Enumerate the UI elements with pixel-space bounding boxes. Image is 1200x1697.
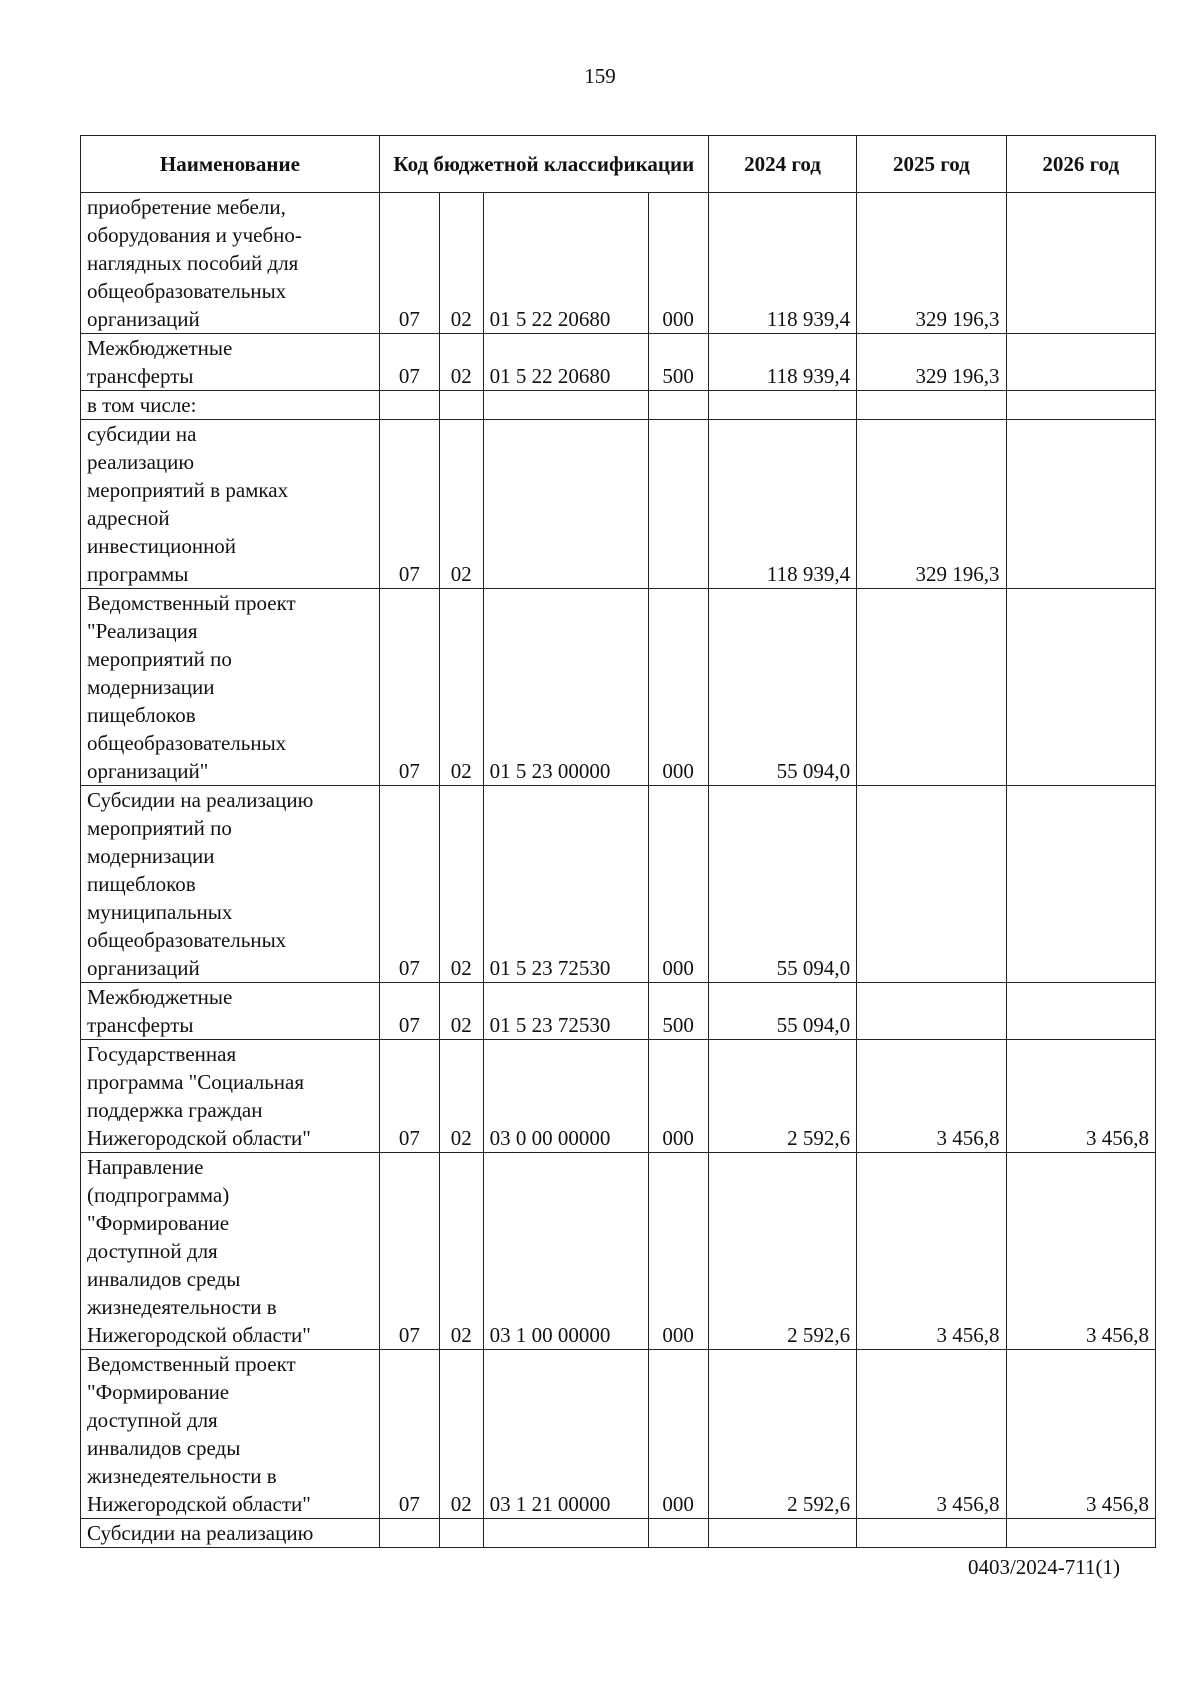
row-section [379,589,439,786]
row-expense-type-text: 000 [662,1323,694,1347]
header-year-2024: 2024 год [708,136,856,193]
row-amount-2024-text: 118 939,4 [766,562,851,586]
row-amount-2024-text: 2 592,6 [787,1492,851,1516]
row-amount-2024 [708,589,856,786]
row-subsection [440,193,484,334]
row-subsection-text: 02 [450,364,472,388]
row-amount-2026 [1006,786,1155,983]
row-name-text: приобретение мебели, оборудования и учебно- наглядных пособий для общеобразовательных организаций [87,195,302,331]
row-amount-2025-text: 329 196,3 [915,307,1000,331]
row-amount-2026 [1006,1153,1155,1350]
row-subsection [440,1350,484,1519]
table-row [81,391,1156,420]
row-section-text: 07 [398,307,420,331]
row-section-text: 07 [398,562,420,586]
row-name-text: Направление (подпрограмма) "Формирование доступной для инвалидов среды жизнедеятельности в Нижегородской области" [87,1155,311,1347]
row-section [379,1153,439,1350]
row-amount-2026-text: 3 456,8 [1086,1323,1149,1347]
row-amount-2026 [1006,1519,1155,1548]
row-target-code [483,589,648,786]
row-amount-2024-text: 55 094,0 [776,759,851,783]
row-amount-2025-text: 3 456,8 [936,1492,1000,1516]
row-target-code-text: 03 1 21 00000 [489,1492,611,1516]
document-number: 0403/2024-711(1) [967,1555,1120,1579]
row-target-code [483,786,648,983]
row-name [81,193,380,334]
row-name [81,786,380,983]
row-subsection-text: 02 [450,562,472,586]
row-expense-type [648,589,708,786]
row-expense-type [648,786,708,983]
row-name [81,589,380,786]
budget-table [80,135,1156,1548]
header-year-2025: 2025 год [857,136,1006,193]
row-target-code [483,193,648,334]
row-subsection-text: 02 [450,307,472,331]
row-target-code [483,1350,648,1519]
row-name-text: Ведомственный проект "Реализация мероприятий по модернизации пищеблоков общеобразовательных организаций" [87,591,296,783]
row-amount-2025 [857,1519,1006,1548]
table-row [81,983,1156,1040]
row-amount-2025 [857,1040,1006,1153]
row-subsection [440,391,484,420]
row-target-code-text: 01 5 23 00000 [489,759,611,783]
row-expense-type [648,1040,708,1153]
row-amount-2024 [708,1040,856,1153]
row-target-code-text: 01 5 22 20680 [489,307,611,331]
row-subsection [440,786,484,983]
row-subsection [440,589,484,786]
row-section [379,193,439,334]
row-section-text: 07 [398,1013,420,1037]
row-expense-type-text: 000 [662,307,694,331]
row-expense-type [648,1519,708,1548]
row-subsection [440,420,484,589]
row-amount-2025 [857,391,1006,420]
row-expense-type-text: 000 [662,956,694,980]
row-amount-2025 [857,589,1006,786]
row-section [379,334,439,391]
row-amount-2024-text: 2 592,6 [787,1126,851,1150]
row-expense-type-text: 500 [662,364,694,388]
row-subsection-text: 02 [450,1492,472,1516]
row-target-code [483,420,648,589]
row-amount-2024 [708,193,856,334]
row-name-text: Межбюджетные трансферты [87,985,233,1037]
row-section [379,1350,439,1519]
row-name [81,983,380,1040]
row-expense-type-text: 000 [662,1492,694,1516]
row-expense-type-text: 500 [662,1013,694,1037]
row-amount-2025-text: 329 196,3 [915,364,1000,388]
row-expense-type-text: 000 [662,759,694,783]
row-name [81,1153,380,1350]
row-subsection-text: 02 [450,956,472,980]
header-name: Наименование [81,136,380,193]
row-amount-2024 [708,334,856,391]
row-amount-2024-text: 118 939,4 [766,364,851,388]
row-name [81,334,380,391]
row-amount-2024-text: 118 939,4 [766,307,851,331]
row-amount-2026 [1006,1350,1155,1519]
row-amount-2024 [708,786,856,983]
row-amount-2025 [857,334,1006,391]
row-section-text: 07 [398,956,420,980]
row-subsection [440,1040,484,1153]
row-amount-2025-text: 3 456,8 [936,1323,1000,1347]
row-expense-type-text: 000 [662,1126,694,1150]
row-section [379,1040,439,1153]
row-amount-2025-text: 329 196,3 [915,562,1000,586]
row-amount-2025 [857,1350,1006,1519]
row-target-code-text: 03 0 00 00000 [489,1126,611,1150]
row-expense-type [648,1153,708,1350]
row-target-code-text: 01 5 23 72530 [489,956,611,980]
row-subsection-text: 02 [450,1126,472,1150]
row-expense-type [648,193,708,334]
row-target-code [483,334,648,391]
row-amount-2026 [1006,193,1155,334]
row-name-text: субсидии на реализацию мероприятий в рамках адресной инвестиционной программы [87,422,289,586]
row-amount-2026 [1006,983,1155,1040]
row-target-code [483,1153,648,1350]
row-name-text: Ведомственный проект "Формирование доступной для инвалидов среды жизнедеятельности в Нижегородской области" [87,1352,311,1516]
row-subsection [440,1519,484,1548]
row-subsection [440,1153,484,1350]
row-subsection [440,983,484,1040]
row-name-text: Государственная программа "Социальная поддержка граждан Нижегородской области" [87,1042,311,1150]
row-target-code [483,1040,648,1153]
row-amount-2024 [708,1519,856,1548]
row-amount-2025 [857,193,1006,334]
row-subsection [440,334,484,391]
row-section-text: 07 [398,364,420,388]
row-amount-2025-text: 3 456,8 [936,1126,1000,1150]
row-target-code-text: 01 5 23 72530 [489,1013,611,1037]
table-row [81,1350,1156,1519]
table-row [81,589,1156,786]
row-name [81,1040,380,1153]
row-expense-type [648,1350,708,1519]
row-name-text: в том числе: [87,393,197,417]
row-section [379,786,439,983]
row-amount-2026 [1006,1040,1155,1153]
table-row [81,1040,1156,1153]
row-amount-2024 [708,391,856,420]
row-target-code [483,391,648,420]
row-section [379,983,439,1040]
table-row [81,193,1156,334]
row-amount-2024-text: 55 094,0 [776,1013,851,1037]
row-target-code [483,983,648,1040]
row-amount-2024 [708,420,856,589]
row-amount-2026-text: 3 456,8 [1086,1492,1149,1516]
row-amount-2024-text: 2 592,6 [787,1323,851,1347]
row-subsection-text: 02 [450,759,472,783]
table-row [81,1153,1156,1350]
table-row [81,420,1156,589]
row-amount-2024 [708,983,856,1040]
row-amount-2026 [1006,420,1155,589]
table-row [81,786,1156,983]
row-section [379,1519,439,1548]
row-section [379,420,439,589]
row-amount-2025 [857,420,1006,589]
row-amount-2024 [708,1153,856,1350]
table-row [81,334,1156,391]
row-expense-type [648,420,708,589]
table-row [81,1519,1156,1548]
row-section [379,391,439,420]
row-name [81,391,380,420]
row-amount-2025 [857,1153,1006,1350]
row-target-code [483,1519,648,1548]
row-target-code-text: 01 5 22 20680 [489,364,611,388]
row-expense-type [648,334,708,391]
row-section-text: 07 [398,1126,420,1150]
row-amount-2026 [1006,334,1155,391]
row-name-text: Субсидии на реализацию мероприятий по модернизации пищеблоков муниципальных общеобразовательных организаций [87,788,314,980]
row-name-text: Субсидии на реализацию [87,1521,314,1545]
row-amount-2025 [857,786,1006,983]
row-subsection-text: 02 [450,1323,472,1347]
row-amount-2025 [857,983,1006,1040]
page-number: 159 [584,64,616,88]
row-amount-2026 [1006,391,1155,420]
table-header-row [81,136,1156,193]
row-subsection-text: 02 [450,1013,472,1037]
row-name-text: Межбюджетные трансферты [87,336,233,388]
row-name [81,420,380,589]
table-body [81,193,1156,1548]
row-expense-type [648,391,708,420]
row-amount-2024 [708,1350,856,1519]
row-expense-type [648,983,708,1040]
row-amount-2026-text: 3 456,8 [1086,1126,1149,1150]
row-amount-2024-text: 55 094,0 [776,956,851,980]
row-amount-2026 [1006,589,1155,786]
row-name [81,1519,380,1548]
row-section-text: 07 [398,759,420,783]
row-name [81,1350,380,1519]
row-section-text: 07 [398,1492,420,1516]
header-code: Код бюджетной классификации [379,136,708,193]
header-year-2026: 2026 год [1006,136,1155,193]
row-target-code-text: 03 1 00 00000 [489,1323,611,1347]
row-section-text: 07 [398,1323,420,1347]
